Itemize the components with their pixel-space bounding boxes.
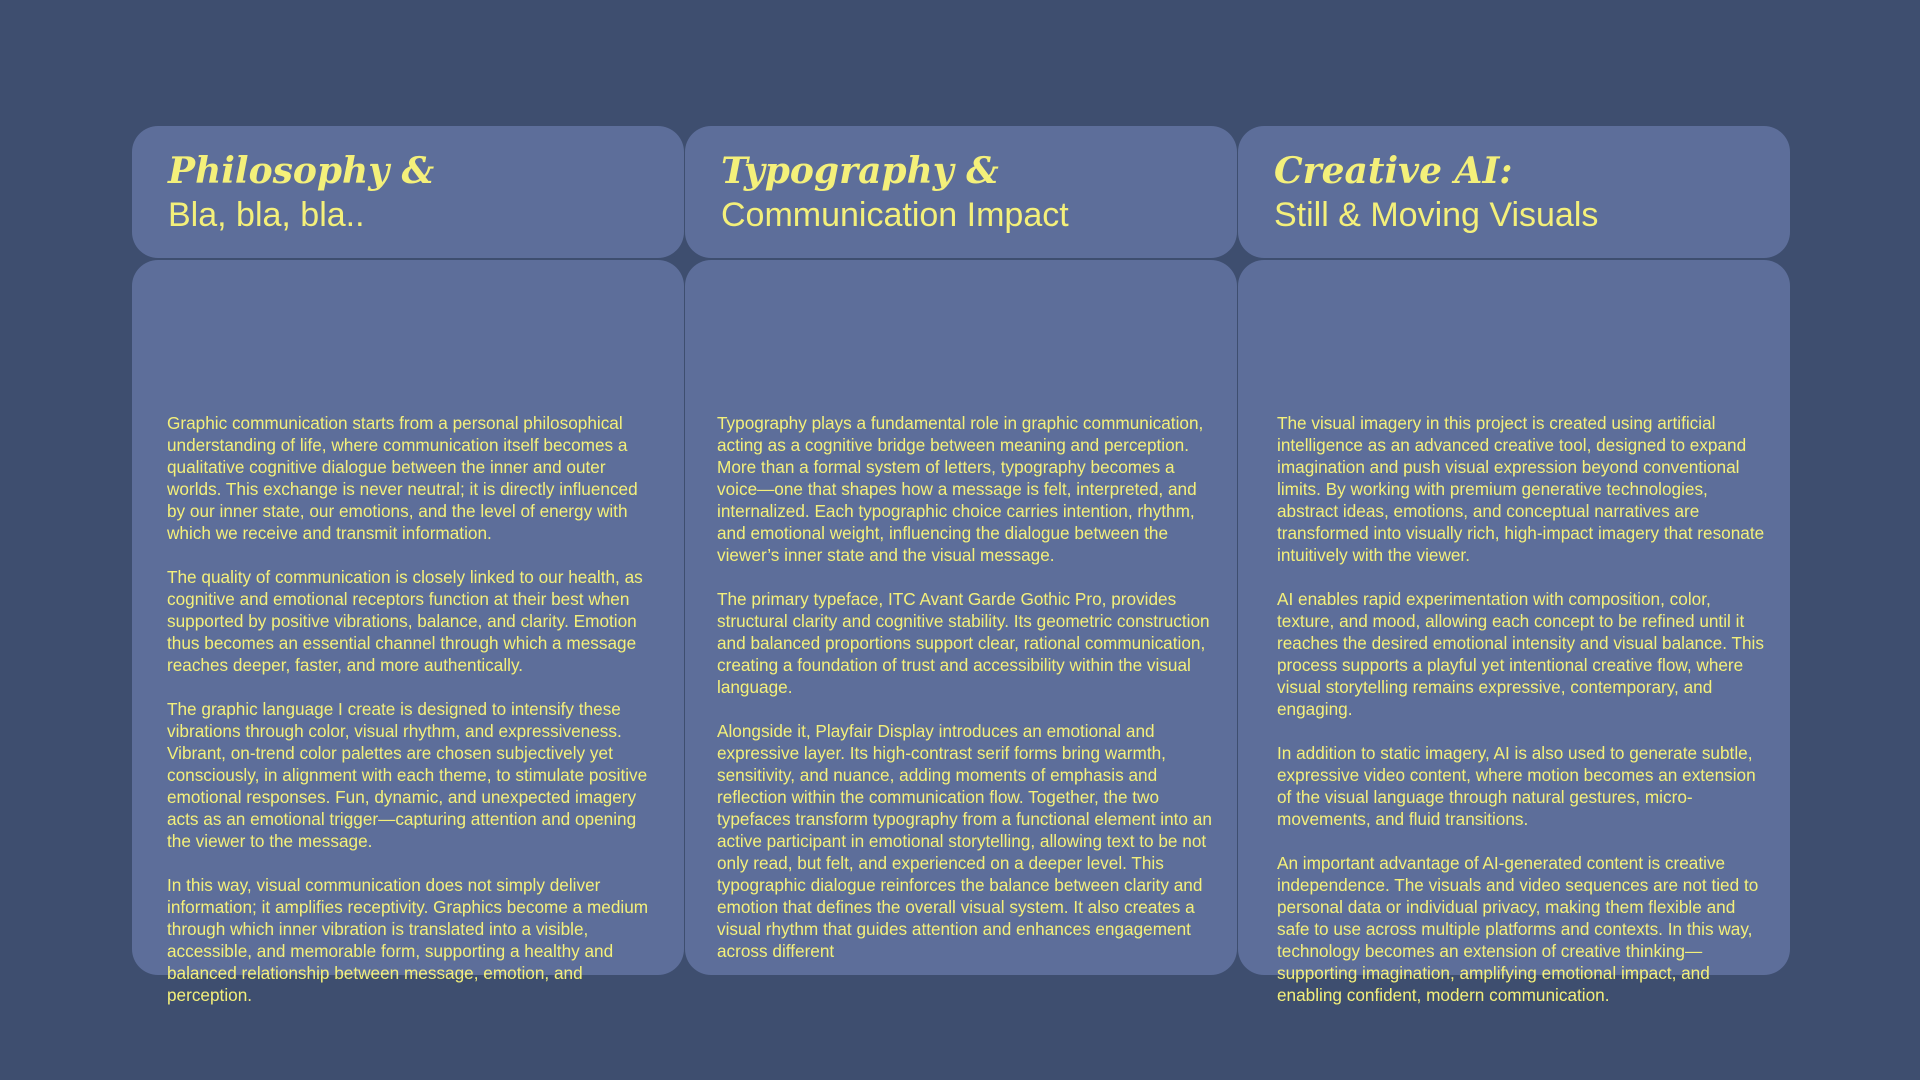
paragraph: The primary typeface, ITC Avant Garde Gothic Pro, provides structural clarity and cognitive stability. Its geometric construction and balanced proportions support clear, rational communication, creating a foundation of trust and accessibility within the visual language. xyxy=(717,589,1210,697)
paragraph: In addition to static imagery, AI is also used to generate subtle, expressive video content, where motion becomes an extension of the visual language through natural gestures, micro-movements, and fluid transitions. xyxy=(1277,743,1756,829)
sparkle-joint-icon xyxy=(1215,237,1259,281)
creative-ai-header-card xyxy=(1238,126,1790,258)
paragraph: The visual imagery in this project is created using artificial intelligence as an advanced creative tool, designed to expand imagination and push visual expression beyond conventional limits. By working with premium generative technologies, abstract ideas, emotions, and conceptual narratives are transformed into visually rich, high-impact imagery that resonate intuitively with the viewer. xyxy=(1277,413,1765,565)
creative-ai-body-text xyxy=(1277,412,1771,1028)
philosophy-header-card xyxy=(132,126,684,258)
philosophy-body-card xyxy=(132,260,684,1005)
typography-subtitle: Communication Impact xyxy=(721,196,1069,234)
creative-ai-title: Creative AI: xyxy=(1274,150,1513,192)
creative-ai-body-card xyxy=(1238,260,1790,1005)
philosophy-title: Philosophy & xyxy=(168,150,435,192)
paragraph: The quality of communication is closely linked to our health, as cognitive and emotional receptors function at their best when supported by positive vibrations, balance, and clarity. Emotion thus becomes an essential channel through which a message reaches deeper, faster, and more authentically. xyxy=(167,567,643,675)
sparkle-joint-icon xyxy=(662,237,706,281)
paragraph: In this way, visual communication does not simply deliver information; it amplifies receptivity. Graphics become a medium through which inner vibration is translated into a visible, accessible, and memorable form, supporting a healthy and balanced relationship between message, emotion, and perception. xyxy=(167,875,649,1005)
typography-title: Typography & xyxy=(721,150,999,192)
paragraph: Typography plays a fundamental role in graphic communication, acting as a cognitive bridge between meaning and perception. More than a formal system of letters, typography becomes a voice—one that shapes how a message is felt, interpreted, and internalized. Each typographic choice carries intention, rhythm, and emotional weight, influencing the dialogue between the viewer’s inner state and the visual message. xyxy=(717,413,1204,565)
paragraph: An important advantage of AI-generated content is creative independence. The visuals and video sequences are not tied to personal data or individual privacy, making them flexible and safe to use across multiple platforms and contexts. In this way, technology becomes an extension of creative thinking—supporting imagination, amplifying emotional impact, and enabling confident, modern communication. xyxy=(1277,853,1759,1005)
paragraph: AI enables rapid experimentation with composition, color, texture, and mood, allowing each concept to be refined until it reaches the desired emotional intensity and visual balance. This process supports a playful yet intentional creative flow, where visual storytelling remains expressive, contemporary, and engaging. xyxy=(1277,589,1764,719)
paragraph: The graphic language I create is designed to intensify these vibrations through color, visual rhythm, and expressiveness. Vibrant, on-trend color palettes are chosen subjectively yet consciously, in alignment with each theme, to stimulate positive emotional responses. Fun, dynamic, and unexpected imagery acts as an emotional trigger—capturing attention and opening the viewer to the message. xyxy=(167,699,648,851)
paragraph: Graphic communication starts from a personal philosophical understanding of life, where communication itself becomes a qualitative cognitive dialogue between the inner and outer worlds. This exchange is never neutral; it is directly influenced by our inner state, our emotions, and the level of energy with which we receive and transmit information. xyxy=(167,413,638,543)
typography-body-text xyxy=(717,412,1215,984)
typography-body-card xyxy=(685,260,1237,975)
philosophy-subtitle: Bla, bla, bla.. xyxy=(168,196,365,234)
philosophy-body-text xyxy=(167,412,659,1028)
typography-header-card xyxy=(685,126,1237,258)
paragraph: Alongside it, Playfair Display introduces an emotional and expressive layer. Its high-contrast serif forms bring warmth, sensitivity, and nuance, adding moments of emphasis and reflection within the communication flow. Together, the two typefaces transform typography from a functional element into an active participant in emotional storytelling, allowing text to be not only read, but felt, and experienced on a deeper level. This typographic dialogue reinforces the balance between clarity and emotion that defines the overall visual system. It also creates a visual rhythm that guides attention and enhances engagement across different xyxy=(717,721,1212,961)
creative-ai-subtitle: Still & Moving Visuals xyxy=(1274,196,1599,234)
